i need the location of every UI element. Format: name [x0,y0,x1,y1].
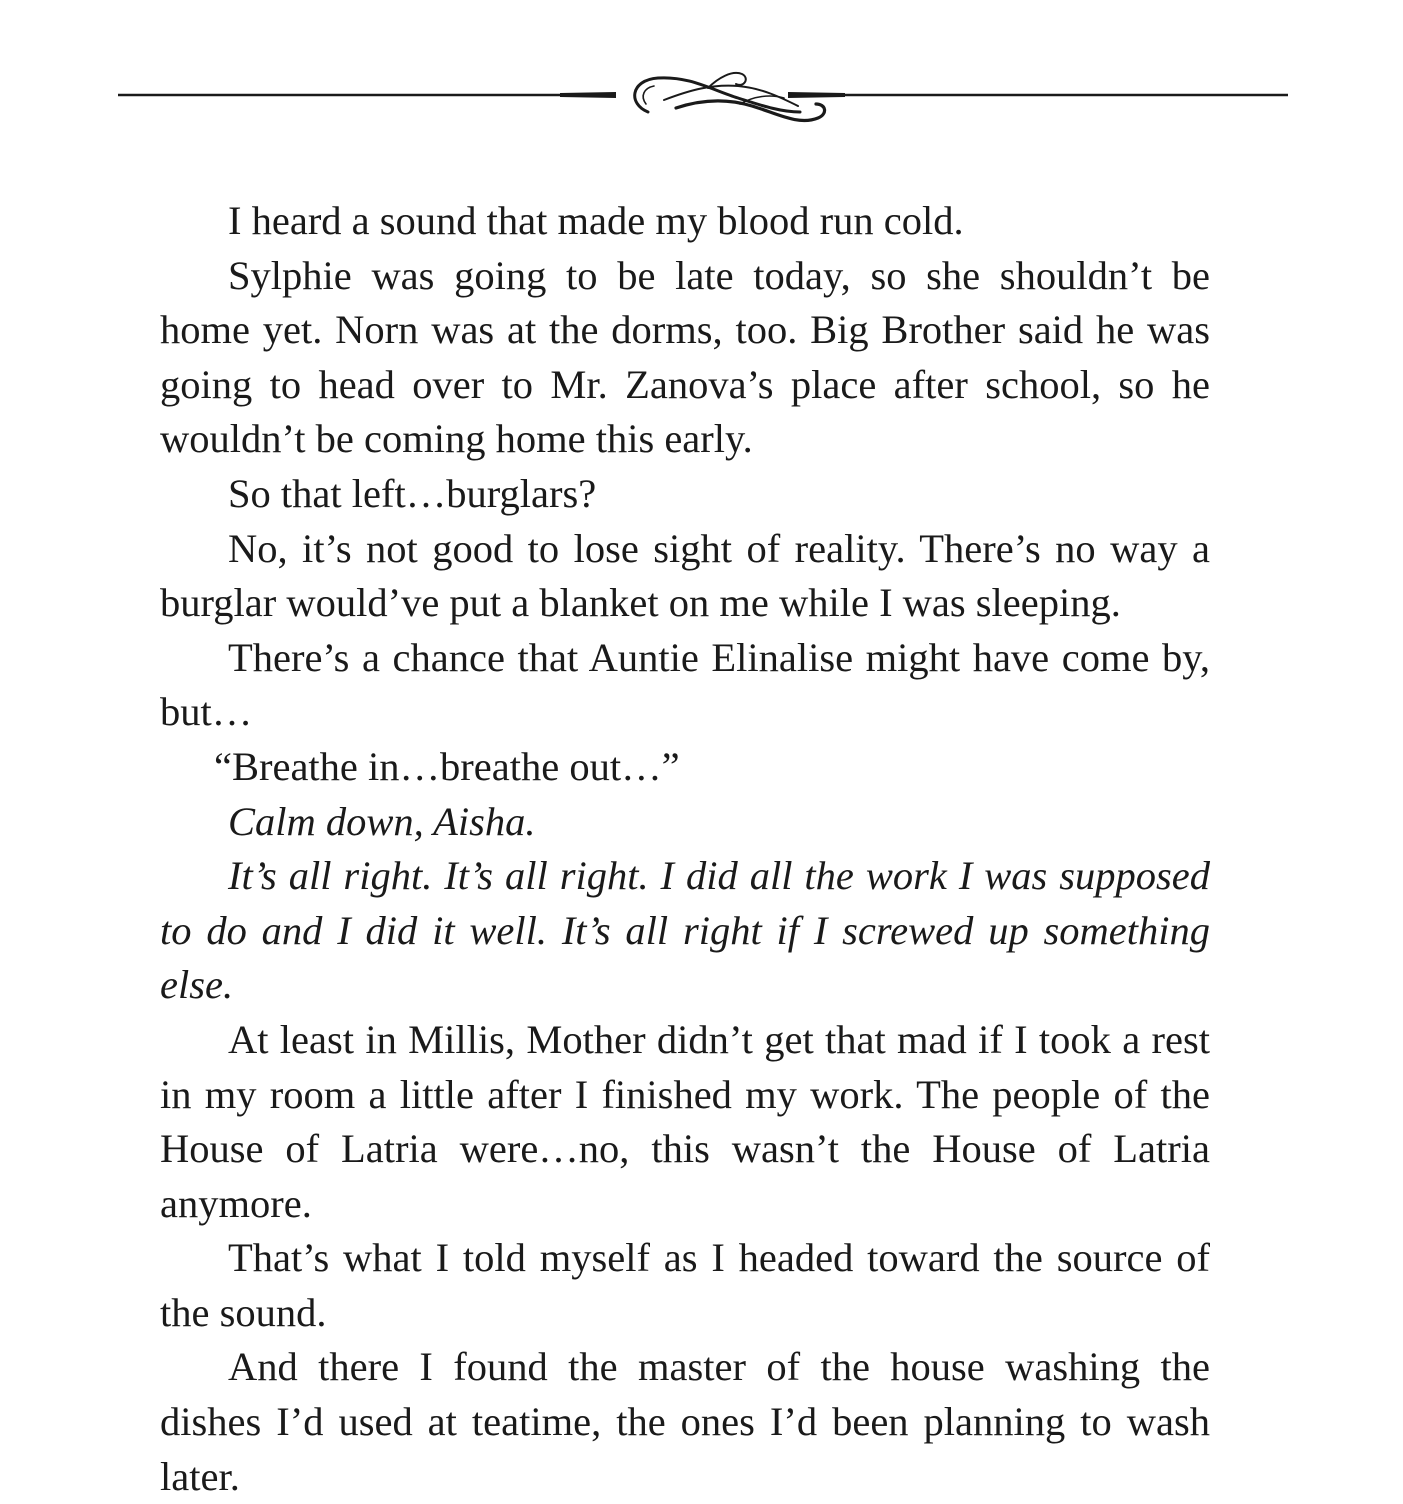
paragraph: No, it’s not good to lose sight of reality. There’s no way a burglar would’ve put a blanket on me while I was sleeping. [160,525,1210,626]
ornamental-divider [0,0,1403,150]
paragraph: There’s a chance that Auntie Elinalise might have come by, but… [160,634,1210,735]
paragraph: That’s what I told myself as I headed toward the source of the sound. [160,1235,1210,1335]
divider-rule-right-taper [788,92,845,98]
italic-paragraph: Calm down, Aisha. [228,798,536,844]
paragraph: I heard a sound that made my blood run cold. [228,198,964,243]
paragraph: And there I found the master of the house washing the dishes I’d used at teatime, the ones I’d been planning to wash later. [160,1344,1210,1499]
paragraph: So that left…burglars? [228,470,597,516]
paragraph: Sylphie was going to be late today, so she shouldn’t be home yet. Norn was at the dorms, too. Big Brother said he was going to head over to Mr. Zanova’s place after school, so he wouldn’t be coming home this early. [160,252,1210,462]
divider-rule-left-taper [560,92,616,98]
body-text [160,194,1210,1504]
dialogue-line: “Breathe in…breathe out…” [214,743,680,789]
paragraph: At least in Millis, Mother didn’t get that mad if I took a rest in my room a little after I finished my work. The people of the House of Latria were…no, this wasn’t the House of Latria anymore. [160,1016,1210,1226]
italic-paragraph: It’s all right. It’s all right. I did all the work I was supposed to do and I did it well. It’s all right if I screwed up something else. [160,853,1210,1008]
